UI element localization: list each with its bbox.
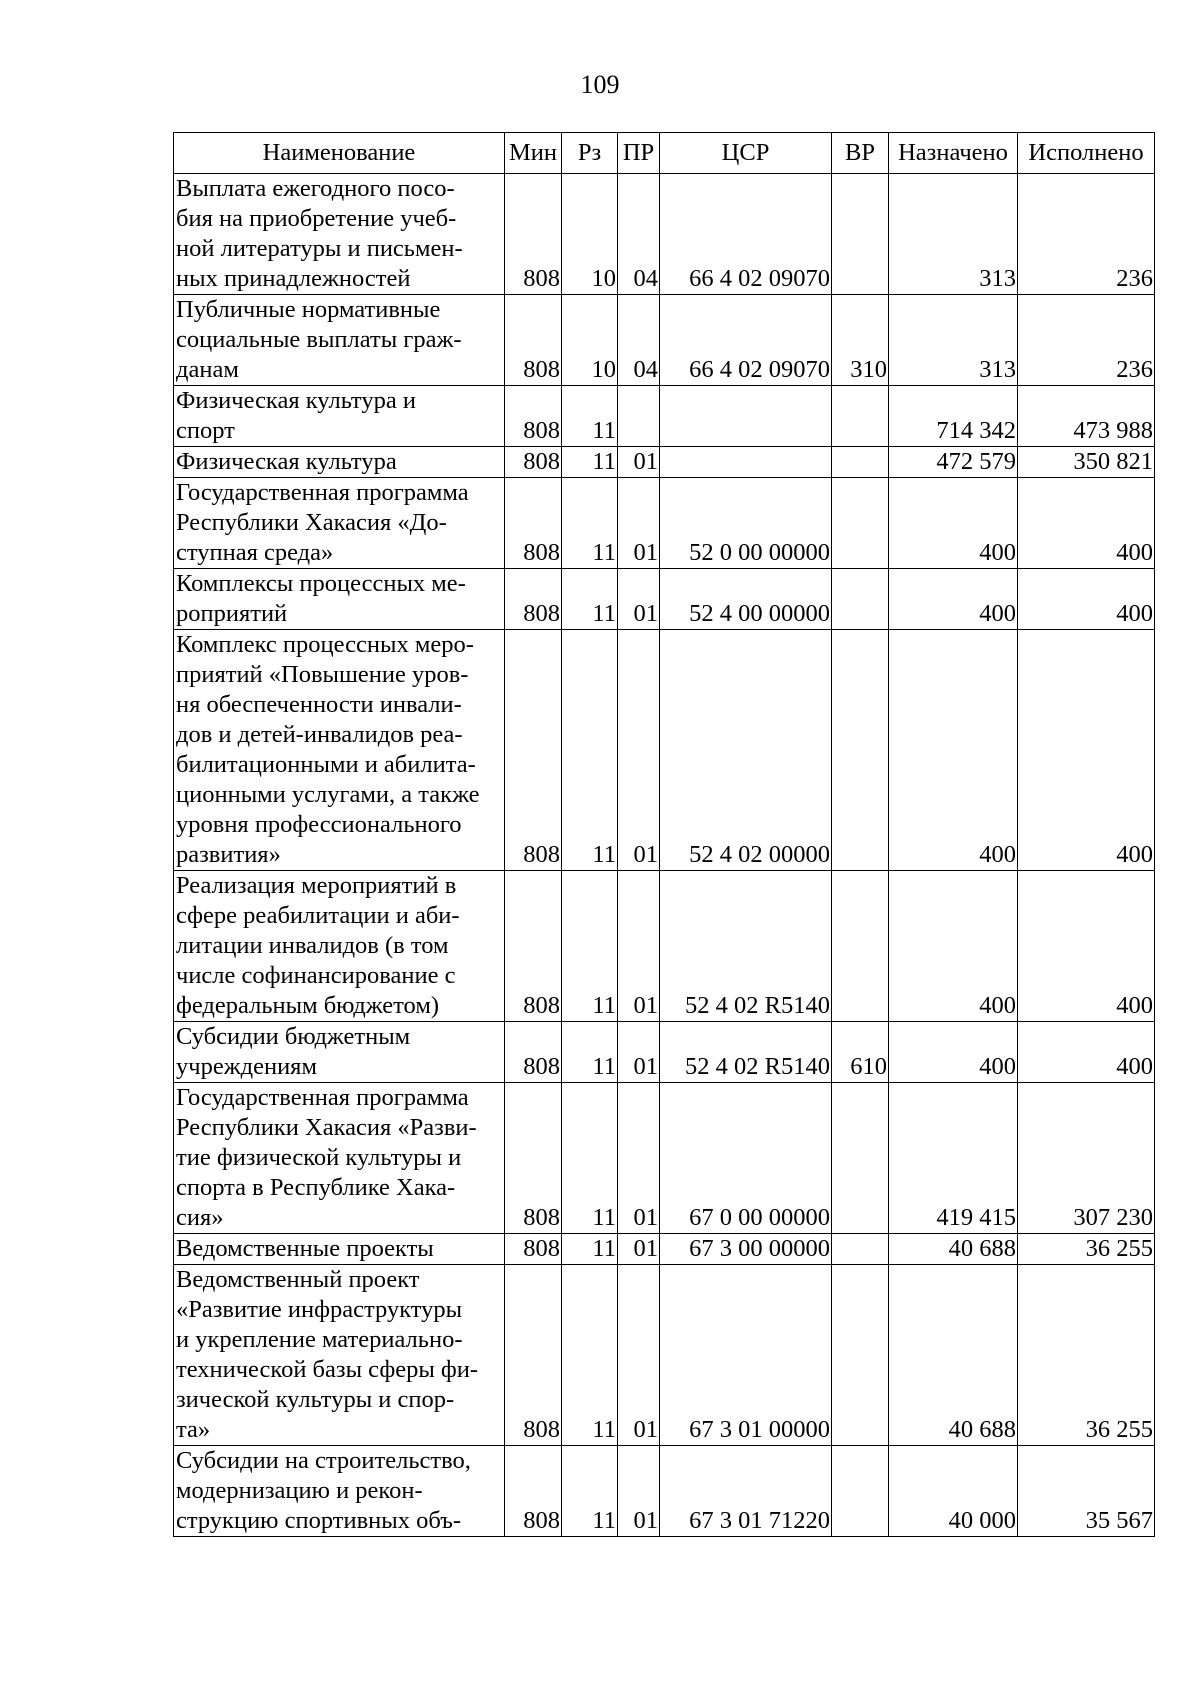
cell-executed: 400 (1018, 1022, 1155, 1083)
cell-assigned: 419 415 (889, 1083, 1018, 1234)
cell-name: Реализация мероприятий в сфере реабилитации и аби- литации инвалидов (в том числе софинансирование с федеральным бюджетом) (174, 871, 505, 1022)
cell-min: 808 (505, 1446, 562, 1537)
cell-assigned: 40 688 (889, 1234, 1018, 1265)
header-vr: ВР (832, 133, 889, 174)
cell-rz: 11 (562, 1234, 618, 1265)
cell-assigned: 313 (889, 295, 1018, 386)
cell-pr: 01 (618, 478, 660, 569)
cell-vr (832, 1446, 889, 1537)
cell-assigned: 714 342 (889, 386, 1018, 447)
cell-name: Государственная программа Республики Хакасия «До- ступная среда» (174, 478, 505, 569)
table-row (174, 1083, 1155, 1234)
table-row (174, 569, 1155, 630)
cell-assigned: 400 (889, 569, 1018, 630)
cell-vr (832, 447, 889, 478)
cell-executed: 400 (1018, 630, 1155, 871)
cell-executed: 350 821 (1018, 447, 1155, 478)
cell-csr: 52 4 02 00000 (660, 630, 832, 871)
cell-rz: 10 (562, 174, 618, 295)
budget-table (173, 132, 1155, 1537)
cell-min: 808 (505, 1083, 562, 1234)
header-executed: Исполнено (1018, 133, 1155, 174)
cell-min: 808 (505, 1265, 562, 1446)
header-assigned: Назначено (889, 133, 1018, 174)
cell-rz: 11 (562, 1265, 618, 1446)
cell-pr: 01 (618, 1265, 660, 1446)
header-name: Наименование (174, 133, 505, 174)
cell-pr: 01 (618, 569, 660, 630)
cell-pr: 04 (618, 174, 660, 295)
cell-name: Публичные нормативные социальные выплаты граж- данам (174, 295, 505, 386)
cell-vr (832, 1265, 889, 1446)
cell-pr: 01 (618, 1446, 660, 1537)
header-csr: ЦСР (660, 133, 832, 174)
cell-executed: 236 (1018, 174, 1155, 295)
cell-vr (832, 174, 889, 295)
cell-executed: 236 (1018, 295, 1155, 386)
cell-executed: 36 255 (1018, 1265, 1155, 1446)
header-row (174, 133, 1155, 174)
cell-pr: 01 (618, 871, 660, 1022)
cell-vr: 310 (832, 295, 889, 386)
table-row (174, 1022, 1155, 1083)
table-row (174, 478, 1155, 569)
table-row (174, 295, 1155, 386)
cell-min: 808 (505, 1234, 562, 1265)
cell-csr: 67 3 01 71220 (660, 1446, 832, 1537)
table-body (174, 174, 1155, 1537)
header-rz: Рз (562, 133, 618, 174)
cell-executed: 36 255 (1018, 1234, 1155, 1265)
cell-csr: 66 4 02 09070 (660, 174, 832, 295)
cell-name: Комплекс процессных меро- приятий «Повышение уров- ня обеспеченности инвали- дов и детей-инвалидов реа- билитационными и абилита- ционными услугами, а также уровня профессионального развития» (174, 630, 505, 871)
cell-executed: 400 (1018, 871, 1155, 1022)
cell-name: Ведомственный проект «Развитие инфраструктуры и укрепление материально- технической базы сферы фи- зической культуры и спор- та» (174, 1265, 505, 1446)
cell-csr: 67 3 01 00000 (660, 1265, 832, 1446)
cell-rz: 11 (562, 1446, 618, 1537)
table-row (174, 1446, 1155, 1537)
cell-rz: 11 (562, 386, 618, 447)
cell-min: 808 (505, 871, 562, 1022)
cell-rz: 11 (562, 447, 618, 478)
cell-name: Комплексы процессных ме- роприятий (174, 569, 505, 630)
cell-executed: 400 (1018, 478, 1155, 569)
page-number: 109 (580, 70, 620, 99)
cell-executed: 473 988 (1018, 386, 1155, 447)
cell-name: Субсидии бюджетным учреждениям (174, 1022, 505, 1083)
cell-pr: 01 (618, 1022, 660, 1083)
cell-rz: 11 (562, 871, 618, 1022)
cell-pr: 04 (618, 295, 660, 386)
cell-min: 808 (505, 630, 562, 871)
cell-rz: 11 (562, 630, 618, 871)
table-row (174, 871, 1155, 1022)
cell-pr (618, 386, 660, 447)
cell-csr: 52 0 00 00000 (660, 478, 832, 569)
cell-csr: 66 4 02 09070 (660, 295, 832, 386)
cell-assigned: 400 (889, 478, 1018, 569)
cell-min: 808 (505, 569, 562, 630)
cell-vr (832, 871, 889, 1022)
cell-name: Физическая культура (174, 447, 505, 478)
cell-vr (832, 478, 889, 569)
cell-vr: 610 (832, 1022, 889, 1083)
cell-csr: 52 4 02 R5140 (660, 1022, 832, 1083)
cell-min: 808 (505, 295, 562, 386)
cell-name: Физическая культура и спорт (174, 386, 505, 447)
cell-rz: 11 (562, 478, 618, 569)
cell-vr (832, 1083, 889, 1234)
cell-name: Субсидии на строительство, модернизацию и рекон- струкцию спортивных объ- (174, 1446, 505, 1537)
cell-executed: 35 567 (1018, 1446, 1155, 1537)
header-pr: ПР (618, 133, 660, 174)
cell-vr (832, 569, 889, 630)
cell-csr (660, 386, 832, 447)
cell-csr (660, 447, 832, 478)
cell-assigned: 400 (889, 1022, 1018, 1083)
table-row (174, 174, 1155, 295)
table-row (174, 630, 1155, 871)
cell-rz: 10 (562, 295, 618, 386)
cell-assigned: 313 (889, 174, 1018, 295)
cell-min: 808 (505, 478, 562, 569)
cell-csr: 52 4 00 00000 (660, 569, 832, 630)
cell-csr: 67 3 00 00000 (660, 1234, 832, 1265)
cell-assigned: 400 (889, 871, 1018, 1022)
cell-vr (832, 630, 889, 871)
cell-pr: 01 (618, 1234, 660, 1265)
cell-csr: 67 0 00 00000 (660, 1083, 832, 1234)
cell-rz: 11 (562, 569, 618, 630)
cell-pr: 01 (618, 447, 660, 478)
table-row (174, 1265, 1155, 1446)
cell-min: 808 (505, 1022, 562, 1083)
cell-csr: 52 4 02 R5140 (660, 871, 832, 1022)
header-min: Мин (505, 133, 562, 174)
cell-vr (832, 1234, 889, 1265)
cell-executed: 307 230 (1018, 1083, 1155, 1234)
cell-assigned: 472 579 (889, 447, 1018, 478)
cell-name: Государственная программа Республики Хакасия «Разви- тие физической культуры и спорта в Республике Хака- сия» (174, 1083, 505, 1234)
cell-assigned: 40 688 (889, 1265, 1018, 1446)
cell-assigned: 400 (889, 630, 1018, 871)
table-row (174, 386, 1155, 447)
cell-pr: 01 (618, 1083, 660, 1234)
cell-assigned: 40 000 (889, 1446, 1018, 1537)
cell-min: 808 (505, 174, 562, 295)
table-row (174, 447, 1155, 478)
cell-executed: 400 (1018, 569, 1155, 630)
cell-min: 808 (505, 447, 562, 478)
cell-min: 808 (505, 386, 562, 447)
cell-rz: 11 (562, 1022, 618, 1083)
cell-rz: 11 (562, 1083, 618, 1234)
cell-pr: 01 (618, 630, 660, 871)
cell-name: Выплата ежегодного посо- бия на приобретение учеб- ной литературы и письмен- ных принадлежностей (174, 174, 505, 295)
cell-vr (832, 386, 889, 447)
cell-name: Ведомственные проекты (174, 1234, 505, 1265)
table-row (174, 1234, 1155, 1265)
